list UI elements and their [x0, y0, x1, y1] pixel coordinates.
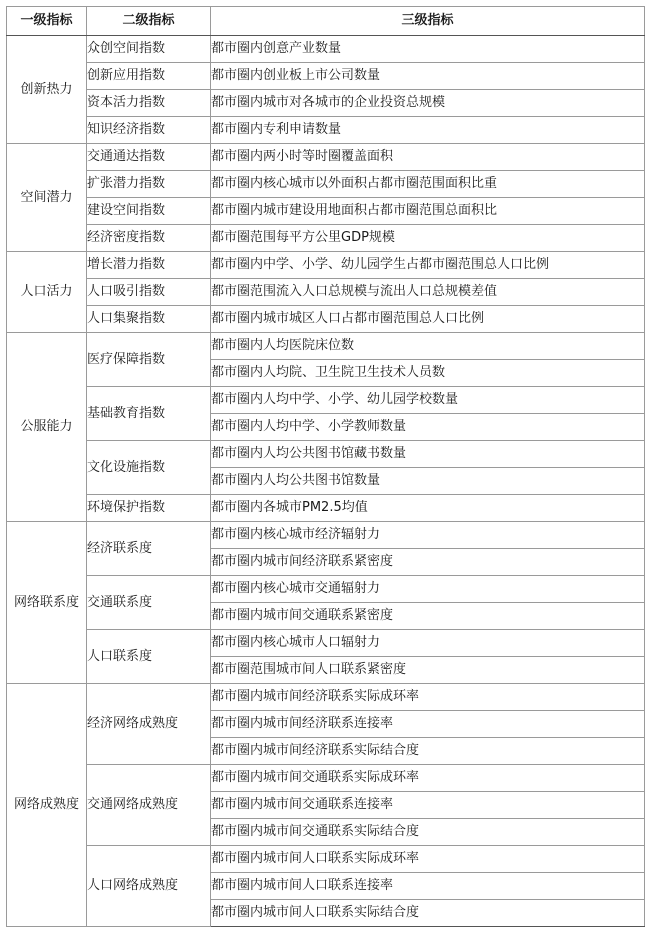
- level-3-indicator: 都市圈内城市间经济联系紧密度: [211, 549, 645, 576]
- level-2-indicator: 知识经济指数: [87, 117, 211, 144]
- level-3-indicator: 都市圈内城市间人口联系实际结合度: [211, 900, 645, 927]
- table-row: [7, 279, 645, 306]
- level-2-indicator: 人口网络成熟度: [87, 846, 211, 927]
- table-row: [7, 306, 645, 333]
- level-1-indicator: 网络成熟度: [7, 684, 87, 927]
- level-3-indicator: 都市圈内人均公共图书馆藏书数量: [211, 441, 645, 468]
- level-3-indicator: 都市圈内人均公共图书馆数量: [211, 468, 645, 495]
- level-2-indicator: 人口集聚指数: [87, 306, 211, 333]
- header-row: [7, 7, 645, 36]
- level-2-indicator: 经济密度指数: [87, 225, 211, 252]
- level-3-indicator: 都市圈内城市间交通联系连接率: [211, 792, 645, 819]
- level-3-indicator: 都市圈内核心城市以外面积占都市圈范围面积比重: [211, 171, 645, 198]
- table-row: [7, 117, 645, 144]
- table-row: [7, 846, 645, 873]
- indicator-group: [7, 144, 645, 252]
- table-row: [7, 36, 645, 63]
- header-level-2: 二级指标: [87, 7, 211, 36]
- level-1-indicator: 空间潜力: [7, 144, 87, 252]
- level-3-indicator: 都市圈内城市间交通联系实际结合度: [211, 819, 645, 846]
- level-3-indicator: 都市圈内城市建设用地面积占都市圈范围总面积比: [211, 198, 645, 225]
- level-2-indicator: 交通联系度: [87, 576, 211, 630]
- level-3-indicator: 都市圈内核心城市人口辐射力: [211, 630, 645, 657]
- indicator-table: [6, 6, 645, 927]
- table-row: [7, 63, 645, 90]
- level-3-indicator: 都市圈内人均中学、小学、幼儿园学校数量: [211, 387, 645, 414]
- level-2-indicator: 资本活力指数: [87, 90, 211, 117]
- table-row: [7, 441, 645, 468]
- level-2-indicator: 扩张潜力指数: [87, 171, 211, 198]
- level-3-indicator: 都市圈内城市对各城市的企业投资总规模: [211, 90, 645, 117]
- table-row: [7, 90, 645, 117]
- level-1-indicator: 创新热力: [7, 36, 87, 144]
- level-3-indicator: 都市圈内创业板上市公司数量: [211, 63, 645, 90]
- level-3-indicator: 都市圈内城市间经济联系实际结合度: [211, 738, 645, 765]
- indicator-group: [7, 333, 645, 522]
- level-3-indicator: 都市圈内城市间经济联系连接率: [211, 711, 645, 738]
- level-2-indicator: 医疗保障指数: [87, 333, 211, 387]
- header-level-3: 三级指标: [211, 7, 645, 36]
- table-row: [7, 495, 645, 522]
- level-3-indicator: 都市圈范围流入人口总规模与流出人口总规模差值: [211, 279, 645, 306]
- table-row: [7, 198, 645, 225]
- level-2-indicator: 经济联系度: [87, 522, 211, 576]
- level-1-indicator: 网络联系度: [7, 522, 87, 684]
- level-3-indicator: 都市圈内城市间交通联系紧密度: [211, 603, 645, 630]
- level-2-indicator: 文化设施指数: [87, 441, 211, 495]
- level-3-indicator: 都市圈内核心城市经济辐射力: [211, 522, 645, 549]
- table-row: [7, 252, 645, 279]
- level-3-indicator: 都市圈内城市间人口联系连接率: [211, 873, 645, 900]
- level-1-indicator: 人口活力: [7, 252, 87, 333]
- level-3-indicator: 都市圈内城市间交通联系实际成环率: [211, 765, 645, 792]
- level-2-indicator: 交通通达指数: [87, 144, 211, 171]
- level-3-indicator: 都市圈内城市间人口联系实际成环率: [211, 846, 645, 873]
- level-2-indicator: 人口吸引指数: [87, 279, 211, 306]
- level-3-indicator: 都市圈内核心城市交通辐射力: [211, 576, 645, 603]
- level-3-indicator: 都市圈内人均中学、小学教师数量: [211, 414, 645, 441]
- table-row: [7, 171, 645, 198]
- level-2-indicator: 交通网络成熟度: [87, 765, 211, 846]
- level-3-indicator: 都市圈内两小时等时圈覆盖面积: [211, 144, 645, 171]
- level-2-indicator: 建设空间指数: [87, 198, 211, 225]
- table-row: [7, 333, 645, 360]
- level-2-indicator: 环境保护指数: [87, 495, 211, 522]
- table-row: [7, 387, 645, 414]
- table-row: [7, 225, 645, 252]
- table-row: [7, 630, 645, 657]
- indicator-group: [7, 36, 645, 144]
- table-row: [7, 522, 645, 549]
- level-2-indicator: 创新应用指数: [87, 63, 211, 90]
- table-header: [7, 7, 645, 36]
- level-3-indicator: 都市圈内各城市PM2.5均值: [211, 495, 645, 522]
- table-row: [7, 144, 645, 171]
- level-2-indicator: 众创空间指数: [87, 36, 211, 63]
- level-3-indicator: 都市圈内专利申请数量: [211, 117, 645, 144]
- table-row: [7, 576, 645, 603]
- level-2-indicator: 经济网络成熟度: [87, 684, 211, 765]
- level-3-indicator: 都市圈范围城市间人口联系紧密度: [211, 657, 645, 684]
- indicator-group: [7, 684, 645, 927]
- level-3-indicator: 都市圈范围每平方公里GDP规模: [211, 225, 645, 252]
- level-3-indicator: 都市圈内城市城区人口占都市圈范围总人口比例: [211, 306, 645, 333]
- indicator-group: [7, 252, 645, 333]
- level-2-indicator: 增长潜力指数: [87, 252, 211, 279]
- level-3-indicator: 都市圈内人均医院床位数: [211, 333, 645, 360]
- level-3-indicator: 都市圈内中学、小学、幼儿园学生占都市圈范围总人口比例: [211, 252, 645, 279]
- level-2-indicator: 人口联系度: [87, 630, 211, 684]
- level-1-indicator: 公服能力: [7, 333, 87, 522]
- indicator-group: [7, 522, 645, 684]
- table-row: [7, 765, 645, 792]
- header-level-1: 一级指标: [7, 7, 87, 36]
- level-3-indicator: 都市圈内城市间经济联系实际成环率: [211, 684, 645, 711]
- level-2-indicator: 基础教育指数: [87, 387, 211, 441]
- level-3-indicator: 都市圈内创意产业数量: [211, 36, 645, 63]
- table-row: [7, 684, 645, 711]
- level-3-indicator: 都市圈内人均院、卫生院卫生技术人员数: [211, 360, 645, 387]
